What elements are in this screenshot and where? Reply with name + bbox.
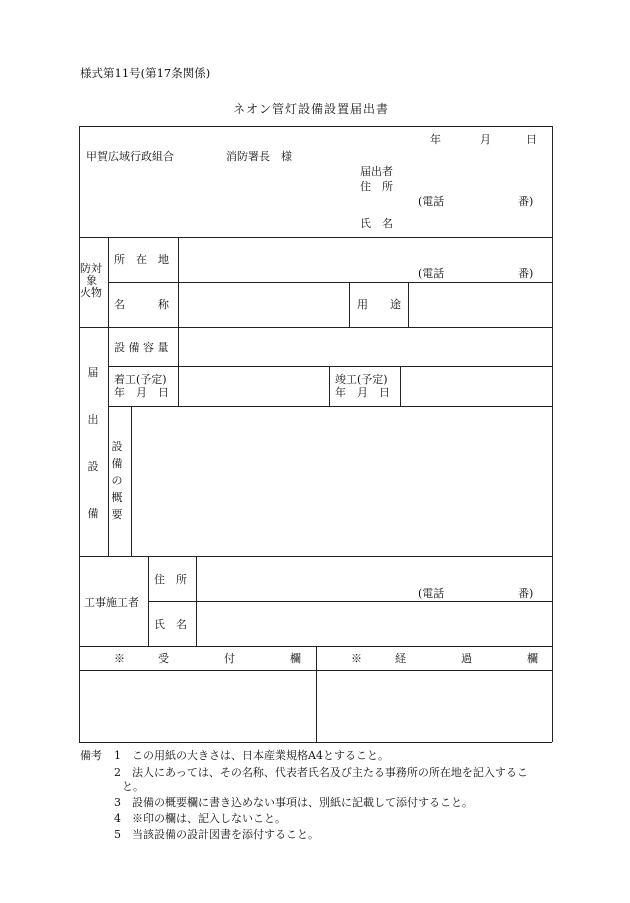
addressee-label: 甲賀広域行政組合: [86, 150, 174, 163]
equipment-side-char-2: 出: [87, 413, 99, 426]
use-label: 用 途: [357, 298, 401, 311]
month-label: 月: [480, 133, 491, 146]
notes-label: 備考: [80, 749, 102, 762]
target-name-label: 名 称: [114, 298, 169, 311]
notifier-phone-end: 番): [518, 195, 534, 208]
contractor-phone-label: (電話: [418, 587, 445, 600]
overview-char-3: の: [111, 474, 123, 487]
target-side-label-1: 防対: [80, 262, 102, 275]
contractor-name-label: 氏 名: [154, 618, 187, 631]
capacity-label: 設 備 容 量: [114, 341, 169, 354]
year-label: 年: [430, 133, 441, 146]
end-date-label-line2: 年 月 日: [335, 386, 390, 399]
equipment-side-char-4: 備: [87, 507, 99, 520]
end-date-label-line1: 竣工(予定): [335, 373, 388, 386]
contractor-label: 工事施工者: [84, 596, 139, 609]
start-date-label-line2: 年 月 日: [114, 386, 169, 399]
target-side-label-3: 火物: [80, 286, 102, 299]
note-text: ※印の欄は、記入しないこと。: [132, 812, 286, 825]
note-number: 4: [114, 812, 121, 825]
notifier-name-label: 氏 名: [360, 217, 393, 230]
location-label: 所 在 地: [114, 253, 169, 266]
overview-char-5: 要: [111, 508, 123, 521]
form-number: 様式第11号(第17条関係): [80, 66, 211, 80]
contractor-address-label: 住 所: [154, 573, 187, 586]
overview-char-4: 概: [111, 491, 123, 504]
note-number: 3: [114, 796, 121, 809]
start-date-label-line1: 着工(予定): [114, 373, 167, 386]
contractor-phone-end: 番): [518, 587, 534, 600]
note-number: 2: [114, 766, 121, 779]
day-label: 日: [526, 133, 537, 146]
notifier-address-label: 住 所: [360, 180, 393, 193]
reception-column-header: ※ 受 付 欄: [114, 652, 301, 665]
equipment-side-char-3: 設: [87, 460, 99, 473]
note-text: 当該設備の設計図書を添付すること。: [132, 828, 319, 841]
overview-char-2: 備: [111, 457, 123, 470]
note-text: 法人にあっては、その名称、代表者氏名及び主たる事務所の所在地を記入するこ: [132, 766, 528, 779]
target-phone-label: (電話: [418, 267, 445, 280]
equipment-side-char-1: 届: [87, 366, 99, 379]
note-text: この用紙の大きさは、日本産業規格A4とすること。: [132, 749, 389, 762]
note-number: 1: [114, 749, 121, 762]
notifier-phone-label: (電話: [418, 195, 445, 208]
note-number: 5: [114, 828, 121, 841]
note-text: 設備の概要欄に書き込めない事項は、別紙に記載して添付すること。: [132, 796, 473, 809]
overview-char-1: 設: [111, 440, 123, 453]
target-side-label-2: 象: [86, 274, 97, 287]
note-text-continued: と。: [122, 780, 144, 793]
target-phone-end: 番): [518, 267, 534, 280]
fire-chief-label: 消防署長 様: [226, 150, 292, 163]
progress-column-header: ※ 経 過 欄: [351, 652, 538, 665]
notifier-label: 届出者: [360, 165, 393, 178]
form-title: ネオン管灯設備設置届出書: [233, 102, 390, 116]
